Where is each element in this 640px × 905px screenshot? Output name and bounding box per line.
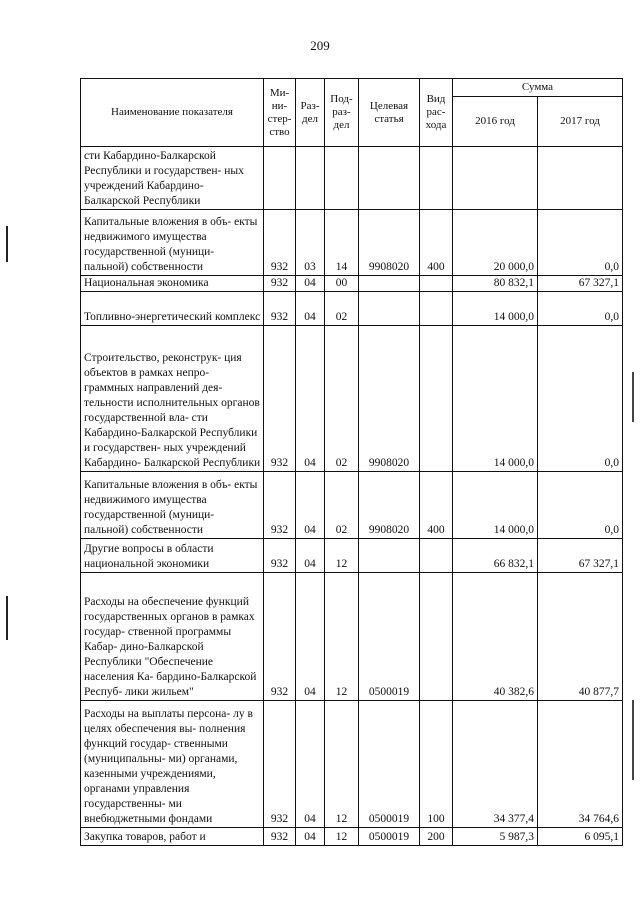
cell-type: 400 bbox=[420, 472, 453, 539]
cell-type bbox=[420, 276, 453, 292]
cell-2017: 34 764,6 bbox=[538, 701, 623, 828]
header-section: Раз- дел bbox=[296, 79, 325, 147]
right-margin-mark bbox=[632, 372, 634, 422]
cell-name: Капитальные вложения в объ- екты недвижимого имущества государственной (муници- пальной) собственности bbox=[81, 472, 264, 539]
table-row bbox=[81, 147, 623, 210]
cell-name: Капитальные вложения в объ- екты недвижимого имущества государственной (муници- пальной) собственности bbox=[81, 210, 264, 276]
cell-2017: 40 877,7 bbox=[538, 573, 623, 701]
cell-type bbox=[420, 539, 453, 573]
cell-ministry: 932 bbox=[264, 326, 296, 472]
cell-ministry: 932 bbox=[264, 210, 296, 276]
header-expense-type: Вид рас- хода bbox=[420, 79, 453, 147]
cell-section: 04 bbox=[296, 573, 325, 701]
table-body bbox=[81, 147, 623, 846]
cell-subsection: 02 bbox=[325, 326, 359, 472]
cell-2017: 0,0 bbox=[538, 472, 623, 539]
cell-type bbox=[420, 147, 453, 210]
header-sum: Сумма bbox=[453, 79, 623, 97]
cell-type: 100 bbox=[420, 701, 453, 828]
cell-target: 0500019 bbox=[359, 573, 420, 701]
cell-name: Расходы на обеспечение функций государственных органов в рамках государ- ственной программы Кабар- дино-Балкарской Республики "Обеспечение населения Ка- бардино-Балкарской Респуб- лики жильем" bbox=[81, 573, 264, 701]
right-margin-mark bbox=[632, 700, 634, 780]
cell-target bbox=[359, 292, 420, 326]
table-row bbox=[81, 539, 623, 573]
table-row bbox=[81, 326, 623, 472]
cell-section: 04 bbox=[296, 828, 325, 846]
table-row bbox=[81, 276, 623, 292]
cell-type bbox=[420, 573, 453, 701]
cell-subsection: 12 bbox=[325, 828, 359, 846]
cell-2016: 66 832,1 bbox=[453, 539, 538, 573]
cell-target bbox=[359, 276, 420, 292]
page-number: 209 bbox=[310, 38, 330, 53]
cell-target: 9908020 bbox=[359, 472, 420, 539]
cell-name: Другие вопросы в области национальной экономики bbox=[81, 539, 264, 573]
table-row bbox=[81, 210, 623, 276]
cell-2016: 14 000,0 bbox=[453, 472, 538, 539]
cell-section: 04 bbox=[296, 276, 325, 292]
cell-2016: 5 987,3 bbox=[453, 828, 538, 846]
cell-name: Закупка товаров, работ и bbox=[81, 828, 264, 846]
cell-2016: 40 382,6 bbox=[453, 573, 538, 701]
cell-subsection: 00 bbox=[325, 276, 359, 292]
cell-section: 04 bbox=[296, 326, 325, 472]
cell-section: 04 bbox=[296, 539, 325, 573]
cell-ministry: 932 bbox=[264, 701, 296, 828]
left-margin-mark bbox=[6, 596, 8, 640]
cell-section bbox=[296, 147, 325, 210]
header-year-2016: 2016 год bbox=[453, 97, 538, 147]
header-ministry: Ми- ни- стер- ство bbox=[264, 79, 296, 147]
cell-2016: 20 000,0 bbox=[453, 210, 538, 276]
cell-type bbox=[420, 292, 453, 326]
cell-2016: 80 832,1 bbox=[453, 276, 538, 292]
cell-section: 04 bbox=[296, 472, 325, 539]
cell-subsection: 02 bbox=[325, 292, 359, 326]
cell-ministry: 932 bbox=[264, 573, 296, 701]
cell-name: сти Кабардино-Балкарской Республики и государствен- ных учреждений Кабардино- Балкарской Республики bbox=[81, 147, 264, 210]
cell-2017: 67 327,1 bbox=[538, 539, 623, 573]
cell-2017: 6 095,1 bbox=[538, 828, 623, 846]
cell-type: 400 bbox=[420, 210, 453, 276]
cell-2017: 0,0 bbox=[538, 292, 623, 326]
table-row bbox=[81, 472, 623, 539]
cell-2017: 0,0 bbox=[538, 210, 623, 276]
header-year-2017: 2017 год bbox=[538, 97, 623, 147]
cell-target bbox=[359, 539, 420, 573]
table-header bbox=[81, 79, 623, 147]
cell-target: 9908020 bbox=[359, 210, 420, 276]
cell-subsection: 12 bbox=[325, 701, 359, 828]
cell-ministry: 932 bbox=[264, 539, 296, 573]
cell-name: Расходы на выплаты персона- лу в целях обеспечения вы- полнения функций государ- ственными (муниципальны- ми) органами, казенными учреждениями, органами управления государственны- ми внебюджетными фондами bbox=[81, 701, 264, 828]
cell-2016: 14 000,0 bbox=[453, 326, 538, 472]
cell-subsection bbox=[325, 147, 359, 210]
cell-target: 0500019 bbox=[359, 701, 420, 828]
cell-section: 04 bbox=[296, 292, 325, 326]
cell-2016: 14 000,0 bbox=[453, 292, 538, 326]
header-target-item: Целевая статья bbox=[359, 79, 420, 147]
cell-target: 0500019 bbox=[359, 828, 420, 846]
header-subsection: Под- раз- дел bbox=[325, 79, 359, 147]
cell-section: 04 bbox=[296, 701, 325, 828]
cell-subsection: 14 bbox=[325, 210, 359, 276]
cell-ministry: 932 bbox=[264, 292, 296, 326]
cell-2017: 67 327,1 bbox=[538, 276, 623, 292]
cell-name: Топливно-энергетический комплекс bbox=[81, 292, 264, 326]
budget-table bbox=[80, 78, 623, 846]
cell-subsection: 12 bbox=[325, 539, 359, 573]
cell-subsection: 02 bbox=[325, 472, 359, 539]
cell-2017: 0,0 bbox=[538, 326, 623, 472]
cell-name: Строительство, реконструк- ция объектов в рамках непро- граммных направлений дея- тельности исполнительных органов государственной вла- сти Кабардино-Балкарской Республики и государствен- ных учреждений Кабардино- Балкарской Республики bbox=[81, 326, 264, 472]
cell-section: 03 bbox=[296, 210, 325, 276]
cell-name: Национальная экономика bbox=[81, 276, 264, 292]
cell-2016: 34 377,4 bbox=[453, 701, 538, 828]
table-row bbox=[81, 701, 623, 828]
cell-type bbox=[420, 326, 453, 472]
cell-subsection: 12 bbox=[325, 573, 359, 701]
cell-ministry: 932 bbox=[264, 828, 296, 846]
table-row bbox=[81, 292, 623, 326]
left-margin-mark bbox=[6, 226, 8, 262]
cell-type: 200 bbox=[420, 828, 453, 846]
table-row bbox=[81, 573, 623, 701]
table-row bbox=[81, 828, 623, 846]
cell-target bbox=[359, 147, 420, 210]
cell-ministry: 932 bbox=[264, 276, 296, 292]
cell-2017 bbox=[538, 147, 623, 210]
cell-ministry bbox=[264, 147, 296, 210]
cell-ministry: 932 bbox=[264, 472, 296, 539]
header-name: Наименование показателя bbox=[81, 79, 264, 147]
cell-target: 9908020 bbox=[359, 326, 420, 472]
cell-2016 bbox=[453, 147, 538, 210]
